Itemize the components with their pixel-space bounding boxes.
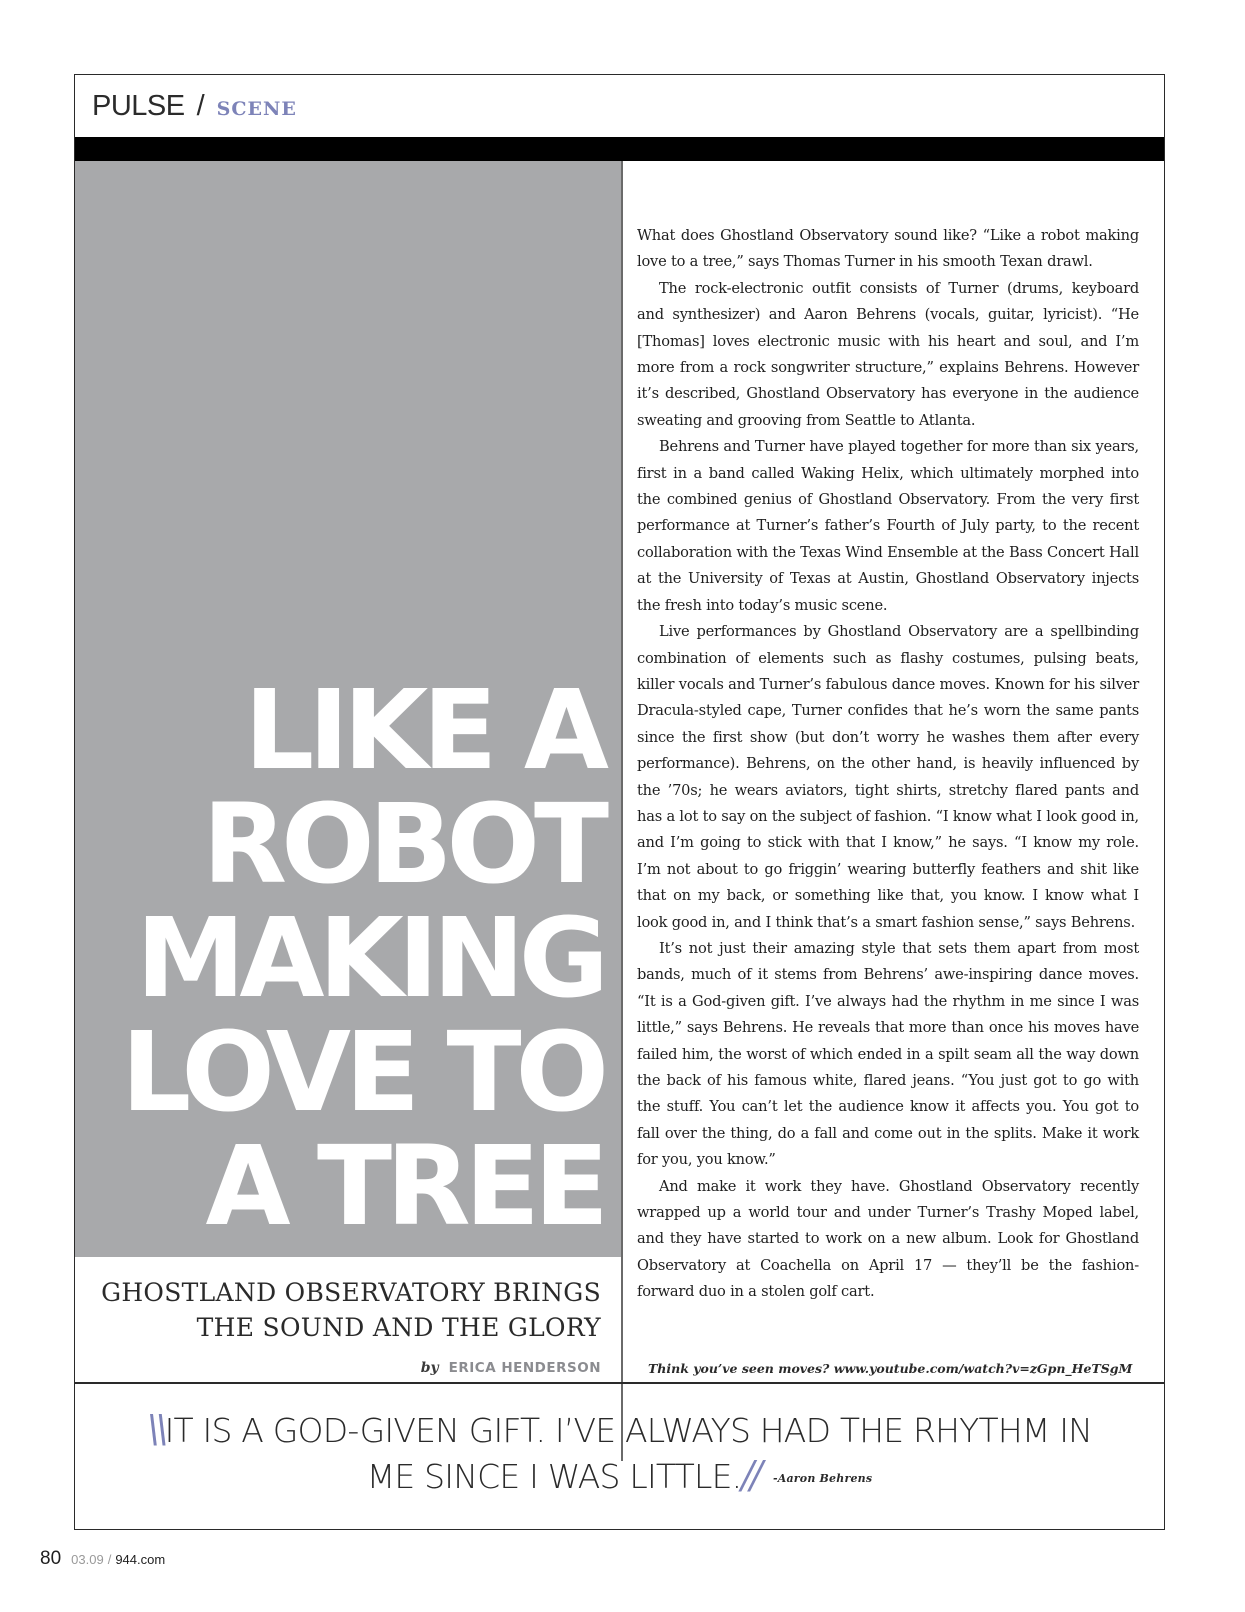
section-name: PULSE [92, 90, 185, 122]
headline-line: ROBOT [202, 780, 603, 908]
page-footer [40, 1548, 165, 1570]
close-quote-mark: // [741, 1453, 759, 1497]
headline-line: LIKE A [244, 666, 603, 794]
pull-quote-line [75, 1453, 1164, 1501]
open-quote-mark: \\ [146, 1407, 165, 1451]
pull-quote-text: IT IS A GOD-GIVEN GIFT. I’VE ALWAYS HAD THE RHYTHM IN [164, 1411, 1093, 1450]
article-paragraph: Live performances by Ghostland Observatory are a spellbinding combination of elements such as flashy costumes, pulsing beats, killer vocals and Turner’s fabulous dance moves. Known for his silver Dracula-styled cape, Turner confides that he’s worn the same pants since the first show (but don’t worry he washes them after every performance). Behrens, on the other hand, is heavily influenced by the ’70s; he wears aviators, tight shirts, stretchy flared pants and has a lot to say on the subject of fashion. “I know what I look good in, and I’m going to stick with that I know,” he says. “I know my role. I’m not about to go friggin’ wearing butterfly feathers and shit like that on my back, or something like that, you know. I know what I look good in, and I think that’s a smart fashion sense,” says Behrens. [637, 623, 1139, 931]
pull-quote-line [75, 1407, 1164, 1453]
footer-separator: / [107, 1552, 112, 1567]
byline [75, 1360, 601, 1377]
section-header [75, 75, 1164, 138]
headline-line: A TREE [205, 1122, 603, 1250]
subhead [75, 1275, 601, 1345]
pull-quote [75, 1407, 1164, 1501]
header-rule [75, 137, 1164, 161]
issue-date: 03.09 [71, 1552, 104, 1567]
article-paragraph: What does Ghostland Observatory sound like? “Like a robot making love to a tree,” says Thomas Turner in his smooth Texan drawl. [637, 227, 1139, 271]
headline-line: MAKING [135, 894, 603, 1022]
video-note: Think you’ve seen moves? www.youtube.com/watch?v=zGpn_HeTSgM [648, 1361, 1133, 1376]
pull-quote-rule [75, 1382, 1164, 1384]
site-link[interactable]: 944.com [115, 1552, 166, 1567]
headline-line: LOVE TO [121, 1008, 603, 1136]
headline-panel [75, 161, 621, 1257]
subhead-line: GHOSTLAND OBSERVATORY BRINGS [101, 1278, 601, 1307]
article-body [637, 223, 1139, 1306]
article-paragraph: The rock-electronic outfit consists of Turner (drums, keyboard and synthesizer) and Aaron Behrens (vocals, guitar, lyricist). “He [Thomas] loves electronic music with his heart and soul, and I’m more from a rock songwriter structure,” explains Behrens. However it’s described, Ghostland Observatory has everyone in the audience sweating and grooving from Seattle to Atlanta. [637, 279, 1139, 429]
byline-author: ERICA HENDERSON [448, 1360, 601, 1376]
pull-quote-attribution: -Aaron Behrens [772, 1471, 873, 1485]
subsection-name: SCENE [216, 97, 297, 120]
page-frame [74, 74, 1165, 1530]
subhead-line: THE SOUND AND THE GLORY [196, 1313, 601, 1342]
article-paragraph: Behrens and Turner have played together for more than six years, first in a band called Waking Helix, which ultimately morphed into the combined genius of Ghostland Observatory. From the very first performance at Turner’s father’s Fourth of July party, to the recent collaboration with the Texas Wind Ensemble at the Bass Concert Hall at the University of Texas at Austin, Ghostland Observatory injects the fresh into today’s music scene. [637, 438, 1139, 614]
headline [83, 666, 603, 1250]
section-separator: / [196, 90, 205, 122]
page-number: 80 [40, 1548, 62, 1569]
byline-by: by [420, 1360, 439, 1376]
pull-quote-text: ME SINCE I WAS LITTLE. [366, 1457, 742, 1496]
article-paragraph: It’s not just their amazing style that sets them apart from most bands, much of it stems from Behrens’ awe-inspiring dance moves. “It is a God-given gift. I’ve always had the rhythm in me since I was little,” says Behrens. He reveals that more than once his moves have failed him, the worst of which ended in a spilt seam all the way down the back of his famous white, flared jeans. “You just got to go with the stuff. You can’t let the audience know it affects you. You got to fall over the thing, do a fall and come out in the splits. Make it work for you, you know.” [637, 939, 1139, 1169]
article-paragraph: And make it work they have. Ghostland Observatory recently wrapped up a world tour and under Turner’s Trashy Moped label, and they have started to work on a new album. Look for Ghostland Observatory at Coachella on April 17 — they’ll be the fashion-forward duo in a stolen golf cart. [637, 1177, 1139, 1301]
column-divider [621, 161, 623, 1461]
